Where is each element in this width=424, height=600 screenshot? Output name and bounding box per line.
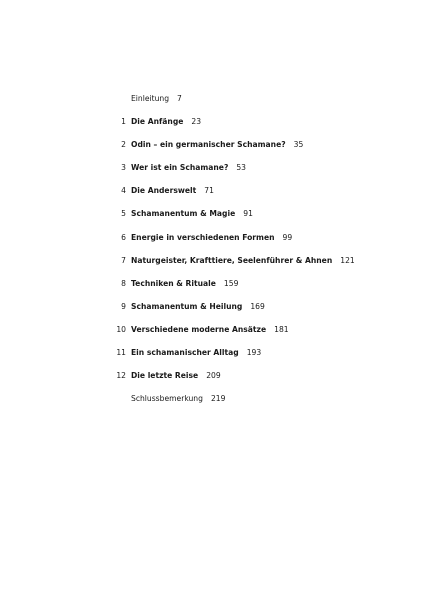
toc-chapter-number: 5	[121, 209, 126, 219]
toc-chapter-title	[131, 92, 182, 106]
toc-title-text: Wer ist ein Schamane?	[131, 163, 229, 173]
toc-chapter-number: 6	[121, 232, 126, 242]
toc-chapter-number: 8	[121, 278, 126, 288]
toc-entry	[0, 277, 424, 300]
toc-entry	[0, 254, 424, 277]
toc-page-number: 209	[206, 371, 221, 381]
toc-page-number: 53	[236, 163, 247, 173]
toc-page-number: 121	[340, 255, 355, 265]
toc-title-text: Einleitung	[131, 94, 170, 103]
toc-page-number: 23	[191, 117, 202, 127]
toc-chapter-title	[131, 369, 221, 383]
toc-chapter-number: 10	[116, 324, 126, 334]
toc-page-number: 71	[204, 186, 214, 196]
toc-title-text: Schamanentum & Heilung	[131, 301, 243, 311]
toc-chapter-title	[131, 300, 265, 314]
toc-title-text: Techniken & Rituale	[131, 278, 216, 288]
toc-chapter-title	[131, 138, 303, 152]
toc-entry	[0, 369, 424, 392]
toc-chapter-title	[131, 323, 289, 337]
toc-entry	[0, 115, 424, 138]
toc-page-number: 7	[177, 94, 182, 103]
toc-entry	[0, 323, 424, 346]
toc-chapter-number: 2	[121, 140, 126, 150]
toc-chapter-title	[131, 392, 225, 406]
toc-title-text: Ein schamanischer Alltag	[131, 348, 239, 358]
toc-chapter-title	[131, 346, 261, 360]
toc-title-text: Naturgeister, Krafttiere, Seelenführer & Ahnen	[131, 255, 333, 265]
toc-chapter-title	[131, 161, 246, 175]
toc-chapter-number: 12	[116, 371, 126, 381]
toc-entry	[0, 161, 424, 184]
toc-title-text: Energie in verschiedenen Formen	[131, 232, 275, 242]
toc-page-number: 159	[223, 278, 239, 288]
toc-chapter-number: 3	[121, 163, 126, 173]
toc-entry	[0, 300, 424, 323]
toc-page-number: 91	[243, 209, 253, 219]
table-of-contents	[0, 92, 424, 415]
toc-title-text: Verschiedene moderne Ansätze	[131, 324, 267, 334]
toc-chapter-title	[131, 254, 355, 268]
toc-title-text: Die letzte Reise	[131, 371, 199, 381]
toc-chapter-title	[131, 277, 238, 291]
toc-entry	[0, 138, 424, 161]
toc-chapter-title	[131, 207, 253, 221]
toc-chapter-number: 1	[121, 117, 126, 127]
toc-page-number: 219	[210, 394, 226, 404]
toc-chapter-number: 11	[116, 348, 126, 358]
toc-chapter-title	[131, 115, 201, 129]
toc-entry	[0, 184, 424, 207]
toc-chapter-title	[131, 231, 292, 245]
toc-title-text: Odin – ein germanischer Schamane?	[131, 140, 286, 150]
toc-entry	[0, 231, 424, 254]
toc-entry	[0, 346, 424, 369]
toc-chapter-title	[131, 184, 214, 198]
toc-page-number: 193	[246, 348, 262, 358]
toc-entry	[0, 392, 424, 415]
toc-title-text: Die Anfänge	[131, 117, 184, 127]
toc-entry	[0, 92, 424, 115]
toc-title-text: Schamanentum & Magie	[131, 209, 236, 219]
toc-entry	[0, 207, 424, 230]
toc-title-text: Schlussbemerkung	[131, 394, 203, 404]
toc-page-number: 35	[293, 140, 304, 150]
toc-title-text: Die Anderswelt	[131, 186, 197, 196]
toc-page-number: 169	[250, 301, 265, 311]
toc-chapter-number: 7	[121, 255, 126, 265]
toc-chapter-number: 4	[121, 186, 126, 196]
toc-chapter-number: 9	[121, 301, 126, 311]
toc-page-number: 181	[274, 324, 289, 334]
toc-page-number: 99	[282, 232, 293, 242]
